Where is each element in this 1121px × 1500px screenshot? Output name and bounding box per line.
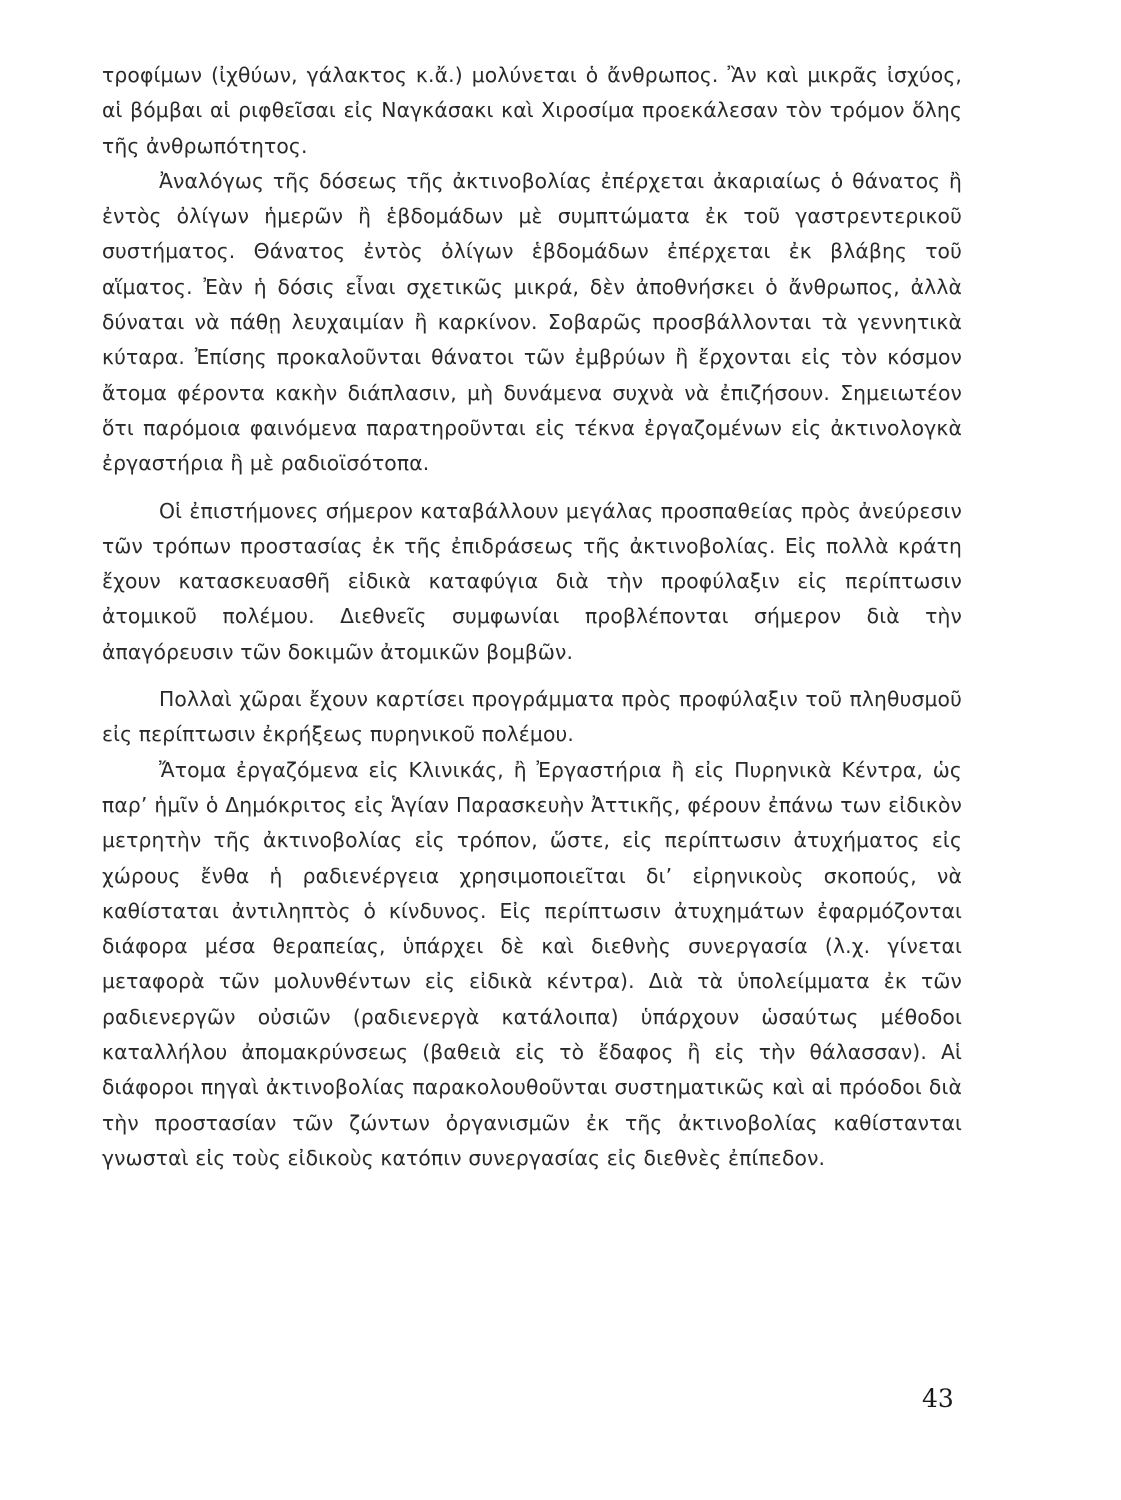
paragraph-continuation: τροφίμων (ἰχθύων, γάλακτος κ.ἄ.) μολύνεται ὁ ἄνθρωπος. Ἂν καὶ μικρᾶς ἰσχύος, αἱ βόμβαι αἱ ριφθεῖσαι εἰς Ναγκάσακι καὶ Χιροσίμα προεκάλεσαν τὸν τρόμον ὅλης τῆς ἀνθρωπότητος.	[102, 63, 962, 158]
paragraph-workers-dosimeters: Ἄτομα ἐργαζόμενα εἰς Κλινικάς, ἢ Ἐργαστήρια ἢ εἰς Πυρηνικὰ Κέντρα, ὡς παρ’ ἡμῖν ὁ Δημόκριτος εἰς Ἁγίαν Παρασκευὴν Ἀττικῆς, φέρουν ἐπάνω των εἰδικὸν μετρητὴν τῆς ἀκτινοβολίας εἰς τρόπον, ὥστε, εἰς περίπτωσιν ἀτυχήματος εἰς χώρους ἔνθα ἡ ραδιενέργεια χρησιμοποιεῖται δι’ εἰρηνικοὺς σκοπούς, νὰ καθίσταται ἀντιληπτὸς ὁ κίνδυνος. Εἰς περίπτωσιν ἀτυχημάτων ἐφαρμόζονται διάφορα μέσα θεραπείας, ὑπάρχει δὲ καὶ διεθνὴς συνεργασία (λ.χ. γίνεται μεταφορὰ τῶν μολυνθέντων εἰς εἰδικὰ κέντρα). Διὰ τὰ ὑπολείμματα ἐκ τῶν ραδιενεργῶν οὐσιῶν (ραδιενεργὰ κατάλοιπα) ὑπάρχουν ὡσαύτως μέθοδοι καταλλήλου ἀπομακρύνσεως (βαθειὰ εἰς τὸ ἔδαφος ἢ εἰς τὴν θάλασσαν). Αἱ διάφοροι πηγαὶ ἀκτινοβολίας παρακολουθοῦνται συστηματικῶς καὶ αἱ πρόοδοι διὰ τὴν προστασίαν τῶν ζώντων ὀργανισμῶν ἐκ τῆς ἀκτινοβολίας καθίστανται γνωσταὶ εἰς τοὺς εἰδικοὺς κατόπιν συνεργασίας εἰς διεθνὲς ἐπίπεδον.	[102, 757, 962, 1170]
paragraph-national-programs: Πολλαὶ χῶραι ἔχουν καρτίσει προγράμματα πρὸς προφύλαξιν τοῦ πληθυσμοῦ εἰς περίπτωσιν ἐκρήξεως πυρηνικοῦ πολέμου.	[102, 687, 962, 747]
paragraph-radiation-dose-effects: Ἀναλόγως τῆς δόσεως τῆς ἀκτινοβολίας ἐπέρχεται ἀκαριαίως ὁ θάνατος ἢ ἐντὸς ὀλίγων ἡμερῶν ἢ ἑβδομάδων μὲ συμπτώματα ἐκ τοῦ γαστρεντερικοῦ συστήματος. Θάνατος ἐντὸς ὀλίγων ἑβδομάδων ἐπέρχεται ἐκ βλάβης τοῦ αἵματος. Ἐὰν ἡ δόσις εἶναι σχετικῶς μικρά, δὲν ἀποθνήσκει ὁ ἄνθρωπος, ἀλλὰ δύναται νὰ πάθῃ λευχαιμίαν ἢ καρκίνον. Σοβαρῶς προσβάλλονται τὰ γεννητικὰ κύταρα. Ἐπίσης προκαλοῦνται θάνατοι τῶν ἐμβρύων ἢ ἔρχονται εἰς τὸν κόσμον ἄτομα φέροντα κακὴν διάπλασιν, μὴ δυνάμενα συχνὰ νὰ ἐπιζήσουν. Σημειωτέον ὅτι παρόμοια φαινόμενα παρατηροῦνται εἰς τέκνα ἐργαζομένων εἰς ἀκτινολογκὰ ἐργαστήρια ἢ μὲ ραδιοϊσότοπα.	[102, 168, 962, 476]
paragraph-scientists-protection: Οἱ ἐπιστήμονες σήμερον καταβάλλουν μεγάλας προσπαθείας πρὸς ἀνεύρεσιν τῶν τρόπων προστασίας ἐκ τῆς ἐπιδράσεως τῆς ἀκτινοβολίας. Εἰς πολλὰ κράτη ἔχουν κατασκευασθῆ εἰδικὰ καταφύγια διὰ τὴν προφύλαξιν εἰς περίπτωσιν ἀτομικοῦ πολέμου. Διεθνεῖς συμφωνίαι προβλέπονται σήμερον διὰ τὴν ἀπαγόρευσιν τῶν δοκιμῶν ἀτομικῶν βομβῶν.	[102, 498, 962, 664]
page-number: 43	[922, 1384, 954, 1413]
page-body-text	[102, 58, 962, 1176]
